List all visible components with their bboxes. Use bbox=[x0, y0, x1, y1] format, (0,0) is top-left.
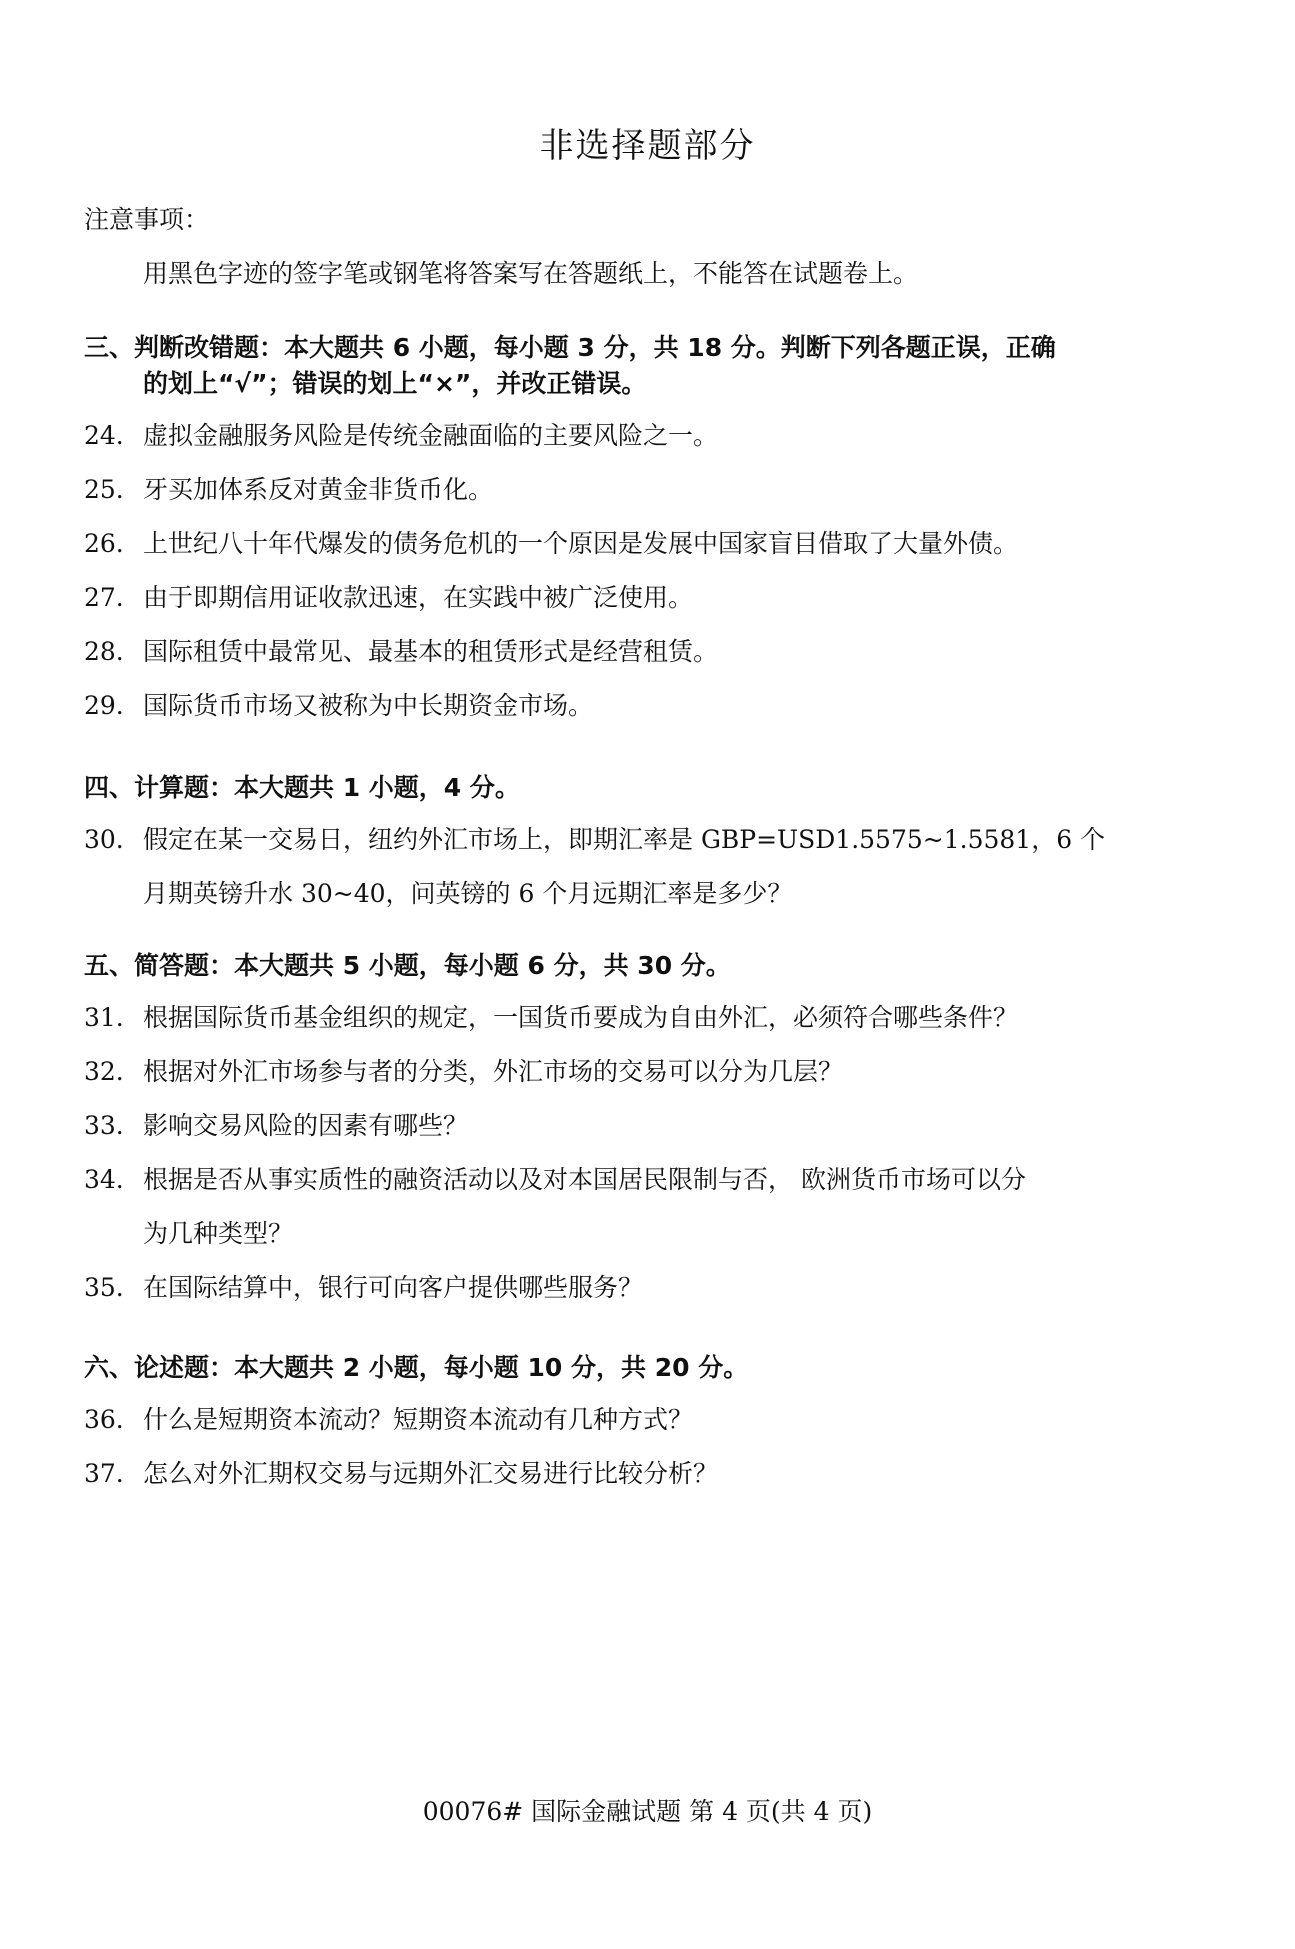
question-text: 虚拟金融服务风险是传统金融面临的主要风险之一。 bbox=[143, 421, 719, 450]
question-number: 27. bbox=[84, 583, 124, 612]
section-judge-heading: 三、判断改错题：本大题共 6 小题，每小题 3 分，共 18 分。判断下列各题正误，正确 bbox=[84, 333, 1056, 362]
question-number: 34. bbox=[84, 1165, 124, 1194]
question-number: 28. bbox=[84, 637, 124, 666]
question-31 bbox=[84, 998, 1204, 1034]
question-text: 国际货币市场又被称为中长期资金市场。 bbox=[143, 691, 594, 720]
question-text: 上世纪八十年代爆发的债务危机的一个原因是发展中国家盲目借取了大量外债。 bbox=[143, 529, 1019, 558]
section-calc-heading: 四、计算题：本大题共 1 小题，4 分。 bbox=[84, 773, 520, 802]
question-text: 由于即期信用证收款迅速，在实践中被广泛使用。 bbox=[143, 583, 694, 612]
question-30 bbox=[84, 820, 1204, 856]
question-29 bbox=[84, 686, 1204, 722]
question-number: 31. bbox=[84, 1003, 124, 1032]
notice-text: 用黑色字迹的签字笔或钢笔将答案写在答题纸上，不能答在试题卷上。 bbox=[143, 259, 919, 288]
question-33 bbox=[84, 1106, 1204, 1142]
question-27 bbox=[84, 578, 1204, 614]
question-34-cont: 为几种类型？ bbox=[143, 1219, 294, 1248]
question-text: 根据国际货币基金组织的规定，一国货币要成为自由外汇，必须符合哪些条件？ bbox=[143, 1003, 1019, 1032]
question-text: 假定在某一交易日，纽约外汇市场上，即期汇率是 GBP=USD1.5575~1.5581，6 个 bbox=[143, 825, 1106, 854]
notice-heading: 注意事项： bbox=[84, 205, 210, 234]
question-number: 35. bbox=[84, 1273, 124, 1302]
question-text: 怎么对外汇期权交易与远期外汇交易进行比较分析？ bbox=[143, 1459, 719, 1488]
question-number: 25. bbox=[84, 475, 124, 504]
question-text: 牙买加体系反对黄金非货币化。 bbox=[143, 475, 494, 504]
question-37 bbox=[84, 1454, 1204, 1490]
question-text: 影响交易风险的因素有哪些？ bbox=[143, 1111, 469, 1140]
section-essay-heading: 六、论述题：本大题共 2 小题，每小题 10 分，共 20 分。 bbox=[84, 1353, 749, 1382]
section-judge-heading-cont: 的划上“√”；错误的划上“×”，并改正错误。 bbox=[143, 369, 647, 398]
question-number: 33. bbox=[84, 1111, 124, 1140]
section-short-heading: 五、简答题：本大题共 5 小题，每小题 6 分，共 30 分。 bbox=[84, 951, 731, 980]
question-text: 什么是短期资本流动？短期资本流动有几种方式？ bbox=[143, 1405, 694, 1434]
question-26 bbox=[84, 524, 1204, 560]
question-number: 37. bbox=[84, 1459, 124, 1488]
page-footer: 00076# 国际金融试题 第 4 页(共 4 页) bbox=[422, 1797, 873, 1826]
question-number: 24. bbox=[84, 421, 124, 450]
question-36 bbox=[84, 1400, 1204, 1436]
question-text: 国际租赁中最常见、最基本的租赁形式是经营租赁。 bbox=[143, 637, 719, 666]
question-number: 29. bbox=[84, 691, 124, 720]
question-34 bbox=[84, 1160, 1204, 1196]
question-35 bbox=[84, 1268, 1204, 1304]
question-number: 32. bbox=[84, 1057, 124, 1086]
page-title: 非选择题部分 bbox=[539, 126, 756, 166]
question-25 bbox=[84, 470, 1204, 506]
question-number: 30. bbox=[84, 825, 124, 854]
question-28 bbox=[84, 632, 1204, 668]
question-24 bbox=[84, 416, 1204, 452]
question-number: 26. bbox=[84, 529, 124, 558]
question-text: 在国际结算中，银行可向客户提供哪些服务？ bbox=[143, 1273, 644, 1302]
question-number: 36. bbox=[84, 1405, 124, 1434]
question-32 bbox=[84, 1052, 1204, 1088]
question-text: 根据是否从事实质性的融资活动以及对本国居民限制与否， 欧洲货币市场可以分 bbox=[143, 1165, 1026, 1194]
question-30-cont: 月期英镑升水 30~40，问英镑的 6 个月远期汇率是多少？ bbox=[143, 879, 793, 908]
question-text: 根据对外汇市场参与者的分类，外汇市场的交易可以分为几层？ bbox=[143, 1057, 844, 1086]
